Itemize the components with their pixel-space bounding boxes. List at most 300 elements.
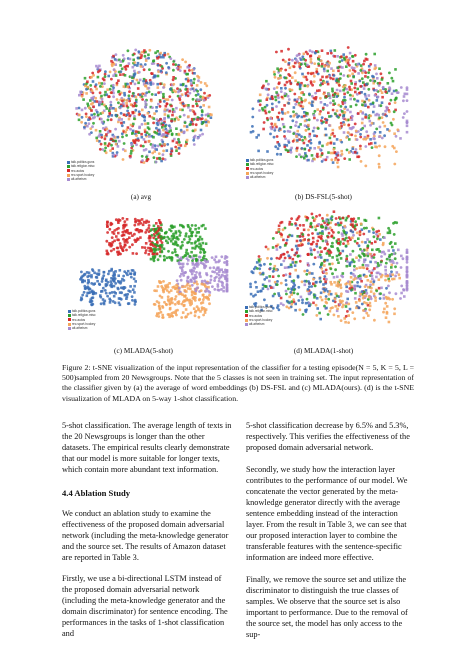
legend-swatch bbox=[246, 172, 249, 175]
scatter-point bbox=[326, 104, 329, 107]
scatter-point bbox=[338, 250, 341, 253]
scatter-point bbox=[359, 69, 362, 72]
scatter-point bbox=[350, 133, 353, 136]
legend-swatch bbox=[68, 314, 71, 317]
scatter-point bbox=[352, 250, 355, 253]
scatter-point bbox=[284, 87, 287, 90]
scatter-point bbox=[316, 153, 319, 156]
scatter-point bbox=[123, 94, 126, 97]
scatter-point bbox=[123, 57, 126, 60]
legend-label: rec.autos bbox=[250, 166, 264, 171]
scatter-point bbox=[349, 69, 352, 72]
scatter-point bbox=[352, 126, 355, 129]
scatter-point bbox=[362, 295, 365, 298]
scatter-point bbox=[332, 129, 335, 132]
scatter-point bbox=[300, 296, 303, 299]
legend-label: rec.autos bbox=[72, 317, 86, 322]
scatter-point bbox=[107, 119, 110, 122]
scatter-point bbox=[287, 288, 290, 291]
scatter-point bbox=[368, 296, 371, 299]
scatter-point bbox=[379, 89, 382, 92]
scatter-point bbox=[174, 251, 177, 254]
scatter-point bbox=[329, 310, 332, 313]
scatter-point bbox=[319, 277, 322, 280]
scatter-point bbox=[280, 50, 283, 53]
scatter-point bbox=[91, 290, 94, 293]
scatter-point bbox=[307, 288, 310, 291]
scatter-point bbox=[303, 229, 306, 232]
scatter-point bbox=[373, 253, 376, 256]
scatter-point bbox=[296, 130, 299, 133]
scatter-point bbox=[355, 130, 358, 133]
scatter-point bbox=[296, 83, 299, 86]
scatter-point bbox=[202, 301, 205, 304]
scatter-point bbox=[91, 125, 94, 128]
scatter-point bbox=[295, 261, 298, 264]
scatter-point bbox=[84, 85, 87, 88]
left-paragraph-3: Firstly, we use a bi-directional LSTM instead of the proposed domain adversarial network (including the meta-knowledge generator and the domain discriminator) for sentence encoding. The performances in the tasks of 1-shot classification and bbox=[62, 573, 228, 638]
scatter-point bbox=[178, 90, 181, 93]
scatter-point bbox=[385, 115, 388, 118]
scatter-point bbox=[166, 109, 169, 112]
scatter-point bbox=[148, 135, 151, 138]
scatter-point bbox=[348, 158, 351, 161]
scatter-point bbox=[189, 285, 192, 288]
scatter-point bbox=[181, 241, 184, 244]
scatter-point bbox=[311, 84, 314, 87]
scatter-point bbox=[323, 288, 326, 291]
scatter-point bbox=[372, 281, 375, 284]
scatter-point bbox=[133, 117, 136, 120]
scatter-point bbox=[365, 53, 368, 56]
scatter-point bbox=[406, 99, 409, 102]
scatter-point bbox=[154, 144, 157, 147]
scatter-point bbox=[378, 287, 381, 290]
scatter-point bbox=[122, 54, 125, 57]
scatter-point bbox=[354, 91, 357, 94]
scatter-point bbox=[97, 114, 100, 117]
scatter-point bbox=[114, 270, 117, 273]
scatter-point bbox=[136, 237, 139, 240]
scatter-point bbox=[162, 95, 165, 98]
scatter-point bbox=[123, 220, 126, 223]
scatter-point bbox=[329, 97, 332, 100]
scatter-point bbox=[140, 133, 143, 136]
scatter-point bbox=[90, 109, 93, 112]
scatter-point bbox=[193, 292, 196, 295]
scatter-point bbox=[326, 214, 329, 217]
scatter-point bbox=[300, 156, 303, 159]
scatter-point bbox=[172, 76, 175, 79]
scatter-point bbox=[189, 123, 192, 126]
scatter-point bbox=[114, 277, 117, 280]
scatter-point bbox=[130, 124, 133, 127]
scatter-point bbox=[184, 61, 187, 64]
scatter-point bbox=[109, 71, 112, 74]
scatter-point bbox=[270, 257, 273, 260]
scatter-point bbox=[158, 157, 161, 160]
scatter-point bbox=[192, 139, 195, 142]
scatter-point bbox=[267, 83, 270, 86]
scatter-point bbox=[134, 83, 137, 86]
scatter-point bbox=[300, 105, 303, 108]
scatter-point bbox=[368, 99, 371, 102]
scatter-point bbox=[163, 83, 166, 86]
scatter-point bbox=[147, 57, 150, 60]
scatter-point bbox=[223, 261, 226, 264]
scatter-point bbox=[145, 242, 148, 245]
scatter-point bbox=[330, 142, 333, 145]
scatter-point bbox=[119, 245, 122, 248]
scatter-point bbox=[155, 238, 158, 241]
scatter-point bbox=[196, 231, 199, 234]
scatter-point bbox=[403, 95, 406, 98]
scatter-point bbox=[304, 284, 307, 287]
scatter-point bbox=[82, 275, 85, 278]
scatter-point bbox=[369, 261, 372, 264]
scatter-point bbox=[337, 231, 340, 234]
scatter-point bbox=[406, 289, 409, 292]
figure-caption: Figure 2: t-SNE visualization of the input representation of the classifier for a testing episode(N = 5, K = 5, L = 500)sampled from 20 Newsgroups. Note that the 5 classes is not seen in training set. The input representation of the classifier given by (a) the average of word embeddings (b) DS-FSL and (c) MLADA(ours). (d) is the t-SNE visualization of MLADA on 5-way 1-shot classification. bbox=[62, 363, 414, 403]
scatter-point bbox=[318, 55, 321, 58]
scatter-point bbox=[184, 70, 187, 73]
scatter-point bbox=[331, 242, 334, 245]
scatter-point bbox=[191, 69, 194, 72]
scatter-point bbox=[160, 229, 163, 232]
scatter-point bbox=[186, 129, 189, 132]
scatter-point bbox=[371, 249, 374, 252]
scatter-point bbox=[283, 146, 286, 149]
scatter-point bbox=[390, 77, 393, 80]
scatter-point bbox=[164, 108, 167, 111]
scatter-point bbox=[174, 118, 177, 121]
scatter-point bbox=[188, 69, 191, 72]
scatter-point bbox=[169, 57, 172, 60]
scatter-point bbox=[300, 135, 303, 138]
scatter-point bbox=[200, 261, 203, 264]
scatter-point bbox=[283, 130, 286, 133]
scatter-point bbox=[294, 80, 297, 83]
scatter-point bbox=[118, 71, 121, 74]
scatter-point bbox=[151, 93, 154, 96]
scatter-point bbox=[325, 298, 328, 301]
scatter-point bbox=[332, 161, 335, 164]
scatter-point bbox=[113, 295, 116, 298]
scatter-point bbox=[100, 134, 103, 137]
scatter-point bbox=[303, 58, 306, 61]
scatter-point bbox=[132, 123, 135, 126]
scatter-point bbox=[110, 277, 113, 280]
legend-swatch bbox=[245, 319, 248, 322]
scatter-point bbox=[89, 99, 92, 102]
scatter-point bbox=[110, 280, 113, 283]
scatter-point bbox=[292, 258, 295, 261]
scatter-point bbox=[153, 289, 156, 292]
scatter-point bbox=[92, 292, 95, 295]
scatter-point bbox=[287, 73, 290, 76]
scatter-point bbox=[126, 218, 129, 221]
scatter-point bbox=[97, 76, 100, 79]
scatter-point bbox=[220, 268, 223, 271]
scatter-point bbox=[364, 116, 367, 119]
scatter-point bbox=[349, 52, 352, 55]
scatter-point bbox=[199, 251, 202, 254]
scatter-point bbox=[282, 274, 285, 277]
scatter-point bbox=[199, 276, 202, 279]
scatter-point bbox=[182, 311, 185, 314]
scatter-point bbox=[397, 249, 400, 252]
scatter-point bbox=[279, 153, 282, 156]
scatter-point bbox=[105, 151, 108, 154]
scatter-point bbox=[388, 298, 391, 301]
scatter-point bbox=[104, 73, 107, 76]
scatter-point bbox=[187, 299, 190, 302]
scatter-point bbox=[320, 263, 323, 266]
scatter-point bbox=[187, 115, 190, 118]
scatter-point bbox=[189, 238, 192, 241]
scatter-point bbox=[390, 266, 393, 269]
scatter-point bbox=[310, 243, 313, 246]
scatter-point bbox=[81, 109, 84, 112]
scatter-point bbox=[208, 94, 211, 97]
scatter-point bbox=[339, 279, 342, 282]
scatter-point bbox=[367, 314, 370, 317]
scatter-point bbox=[196, 118, 199, 121]
scatter-point bbox=[315, 70, 318, 73]
scatter-point bbox=[151, 152, 154, 155]
scatter-point bbox=[372, 228, 375, 231]
scatter-point bbox=[387, 249, 390, 252]
scatter-point bbox=[285, 283, 288, 286]
scatter-point bbox=[345, 136, 348, 139]
scatter-point bbox=[120, 298, 123, 301]
scatter-point bbox=[307, 239, 310, 242]
scatter-point bbox=[110, 104, 113, 107]
scatter-point bbox=[175, 107, 178, 110]
scatter-point bbox=[382, 251, 385, 254]
scatter-point bbox=[190, 82, 193, 85]
scatter-point bbox=[132, 130, 135, 133]
scatter-point bbox=[107, 75, 110, 78]
scatter-point bbox=[131, 299, 134, 302]
scatter-point bbox=[161, 141, 164, 144]
scatter-point bbox=[148, 68, 151, 71]
scatter-point bbox=[303, 136, 306, 139]
legend-swatch bbox=[67, 161, 70, 164]
scatter-point bbox=[114, 128, 117, 131]
scatter-point bbox=[303, 53, 306, 56]
scatter-point bbox=[350, 276, 353, 279]
scatter-point bbox=[179, 266, 182, 269]
scatter-point bbox=[125, 293, 128, 296]
scatter-point bbox=[313, 296, 316, 299]
scatter-point bbox=[314, 256, 317, 259]
scatter-point bbox=[301, 233, 304, 236]
scatter-point bbox=[183, 114, 186, 117]
scatter-point bbox=[349, 88, 352, 91]
scatter-point bbox=[356, 242, 359, 245]
scatter-point bbox=[384, 279, 387, 282]
scatter-point bbox=[130, 272, 133, 275]
scatter-point bbox=[319, 232, 322, 235]
scatter-point bbox=[392, 80, 395, 83]
scatter-point bbox=[336, 92, 339, 95]
scatter-point bbox=[101, 82, 104, 85]
scatter-point bbox=[155, 132, 158, 135]
scatter-point bbox=[184, 88, 187, 91]
scatter-point bbox=[159, 100, 162, 103]
scatter-point bbox=[292, 261, 295, 264]
scatter-point bbox=[326, 156, 329, 159]
scatter-point bbox=[182, 301, 185, 304]
scatter-point bbox=[352, 234, 355, 237]
scatter-point bbox=[287, 236, 290, 239]
scatter-point bbox=[203, 99, 206, 102]
scatter-point bbox=[129, 155, 132, 158]
scatter-point bbox=[111, 231, 114, 234]
scatter-point bbox=[297, 286, 300, 289]
scatter-point bbox=[166, 134, 169, 137]
scatter-point bbox=[202, 249, 205, 252]
scatter-point bbox=[342, 117, 345, 120]
scatter-point bbox=[196, 84, 199, 87]
scatter-point bbox=[306, 144, 309, 147]
scatter-point bbox=[340, 274, 343, 277]
scatter-point bbox=[294, 98, 297, 101]
scatter-point bbox=[166, 129, 169, 132]
scatter-point bbox=[120, 105, 123, 108]
scatter-point bbox=[331, 132, 334, 135]
scatter-point bbox=[341, 110, 344, 113]
scatter-point bbox=[88, 122, 91, 125]
scatter-point bbox=[345, 88, 348, 91]
scatter-point bbox=[226, 264, 229, 267]
scatter-point bbox=[186, 125, 189, 128]
legend-d bbox=[245, 305, 273, 326]
scatter-point bbox=[300, 58, 303, 61]
scatter-point bbox=[222, 271, 225, 274]
scatter-point bbox=[98, 104, 101, 107]
scatter-point bbox=[354, 297, 357, 300]
scatter-point bbox=[205, 242, 208, 245]
scatter-point bbox=[324, 281, 327, 284]
scatter-point bbox=[259, 264, 262, 267]
scatter-point bbox=[99, 296, 102, 299]
scatter-point bbox=[355, 148, 358, 151]
scatter-point bbox=[167, 298, 170, 301]
scatter-point bbox=[330, 52, 333, 55]
scatter-point bbox=[151, 146, 154, 149]
scatter-point bbox=[273, 73, 276, 76]
scatter-point bbox=[276, 86, 279, 89]
scatter-point bbox=[195, 234, 198, 237]
scatter-point bbox=[406, 269, 409, 272]
scatter-point bbox=[185, 308, 188, 311]
scatter-point bbox=[213, 288, 216, 291]
scatter-point bbox=[170, 120, 173, 123]
scatter-point bbox=[176, 309, 179, 312]
scatter-point bbox=[304, 63, 307, 66]
scatter-point bbox=[99, 130, 102, 133]
scatter-point bbox=[104, 138, 107, 141]
scatter-point bbox=[179, 66, 182, 69]
scatter-point bbox=[298, 96, 301, 99]
scatter-point bbox=[205, 296, 208, 299]
scatter-point bbox=[371, 146, 374, 149]
scatter-point bbox=[158, 133, 161, 136]
scatter-point bbox=[85, 92, 88, 95]
scatter-point bbox=[283, 104, 286, 107]
scatter-point bbox=[197, 307, 200, 310]
scatter-point bbox=[183, 125, 186, 128]
scatter-point bbox=[400, 285, 403, 288]
scatter-point bbox=[278, 101, 281, 104]
scatter-point bbox=[309, 49, 312, 52]
scatter-point bbox=[115, 143, 118, 146]
scatter-point bbox=[266, 150, 269, 153]
scatter-point bbox=[371, 274, 374, 277]
scatter-point bbox=[78, 107, 81, 110]
scatter-point bbox=[91, 268, 94, 271]
scatter-point bbox=[117, 145, 120, 148]
scatter-point bbox=[80, 121, 83, 124]
scatter-point bbox=[126, 105, 129, 108]
scatter-point bbox=[226, 270, 229, 273]
scatter-point bbox=[355, 301, 358, 304]
scatter-point bbox=[167, 295, 170, 298]
scatter-point bbox=[273, 71, 276, 74]
scatter-point bbox=[192, 297, 195, 300]
scatter-point bbox=[323, 65, 326, 68]
scatter-point bbox=[120, 60, 123, 63]
scatter-point bbox=[184, 271, 187, 274]
scatter-point bbox=[189, 304, 192, 307]
scatter-point bbox=[406, 110, 409, 113]
scatter-point bbox=[145, 249, 148, 252]
scatter-point bbox=[346, 91, 349, 94]
scatter-point bbox=[105, 292, 108, 295]
scatter-point bbox=[381, 101, 384, 104]
scatter-point bbox=[368, 230, 371, 233]
scatter-point bbox=[218, 280, 221, 283]
scatter-point bbox=[201, 133, 204, 136]
scatter-point bbox=[350, 229, 353, 232]
tsne-panel-d bbox=[236, 205, 411, 361]
scatter-point bbox=[171, 225, 174, 228]
scatter-point bbox=[262, 128, 265, 131]
scatter-point bbox=[193, 78, 196, 81]
scatter-point bbox=[157, 248, 160, 251]
scatter-point bbox=[390, 270, 393, 273]
scatter-point bbox=[157, 70, 160, 73]
scatter-point bbox=[322, 283, 325, 286]
scatter-point bbox=[125, 224, 128, 227]
scatter-point bbox=[369, 120, 372, 123]
scatter-point bbox=[361, 71, 364, 74]
scatter-point bbox=[391, 246, 394, 249]
scatter-point bbox=[325, 272, 328, 275]
scatter-point bbox=[293, 106, 296, 109]
scatter-point bbox=[128, 90, 131, 93]
scatter-point bbox=[112, 89, 115, 92]
scatter-point bbox=[126, 128, 129, 131]
scatter-point bbox=[78, 119, 81, 122]
scatter-point bbox=[354, 220, 357, 223]
scatter-point bbox=[95, 88, 98, 91]
scatter-point bbox=[185, 290, 188, 293]
scatter-point bbox=[305, 302, 308, 305]
scatter-point bbox=[265, 112, 268, 115]
